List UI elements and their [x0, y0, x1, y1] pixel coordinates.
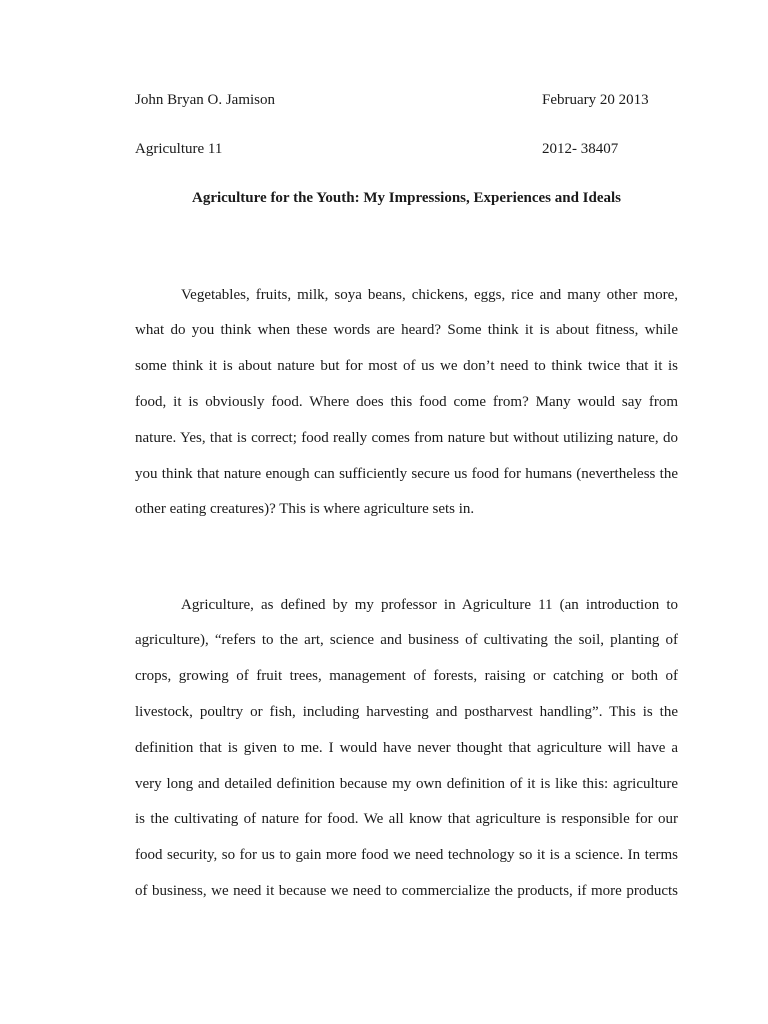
paragraph-line: some think it is about nature but for most of us we don’t need to think twice that it is — [135, 358, 678, 374]
paragraph-line: definition that is given to me. I would have never thought that agriculture will have a — [135, 740, 678, 756]
author-name: John Bryan O. Jamison — [135, 92, 275, 108]
paragraph-line: is the cultivating of nature for food. We all know that agriculture is responsible for our — [135, 811, 678, 827]
course-name: Agriculture 11 — [135, 141, 223, 157]
paragraph-line: other eating creatures)? This is where agriculture sets in. — [135, 501, 475, 517]
paragraph-line: livestock, poultry or fish, including harvesting and postharvest handling”. This is the — [135, 704, 678, 720]
paragraph-line: food security, so for us to gain more food we need technology so it is a science. In terms — [135, 847, 678, 863]
paragraph-line: food, it is obviously food. Where does this food come from? Many would say from — [135, 394, 678, 410]
paragraph-line: what do you think when these words are heard? Some think it is about fitness, while — [135, 322, 678, 338]
student-number: 2012- 38407 — [542, 141, 619, 157]
paragraph-line: nature. Yes, that is correct; food really comes from nature but without utilizing nature, do — [135, 430, 678, 446]
paragraph-line: Vegetables, fruits, milk, soya beans, chickens, eggs, rice and many other more, — [181, 287, 678, 303]
header-author-row — [135, 92, 650, 112]
essay-title: Agriculture for the Youth: My Impressions, Experiences and Ideals — [191, 190, 622, 206]
paragraph-line: crops, growing of fruit trees, management of forests, raising or catching or both of — [135, 668, 678, 684]
paragraph-line: of business, we need it because we need to commercialize the products, if more products — [135, 883, 678, 899]
paragraph-line: agriculture), “refers to the art, science and business of cultivating the soil, planting of — [135, 632, 678, 648]
header-course-row — [135, 141, 650, 161]
document-date: February 20 2013 — [542, 92, 649, 108]
paragraph-line: very long and detailed definition because my own definition of it is like this: agriculture — [135, 776, 678, 792]
paragraph-line: Agriculture, as defined by my professor in Agriculture 11 (an introduction to — [181, 597, 678, 613]
paragraph-line: you think that nature enough can sufficiently secure us food for humans (nevertheless the — [135, 466, 678, 482]
